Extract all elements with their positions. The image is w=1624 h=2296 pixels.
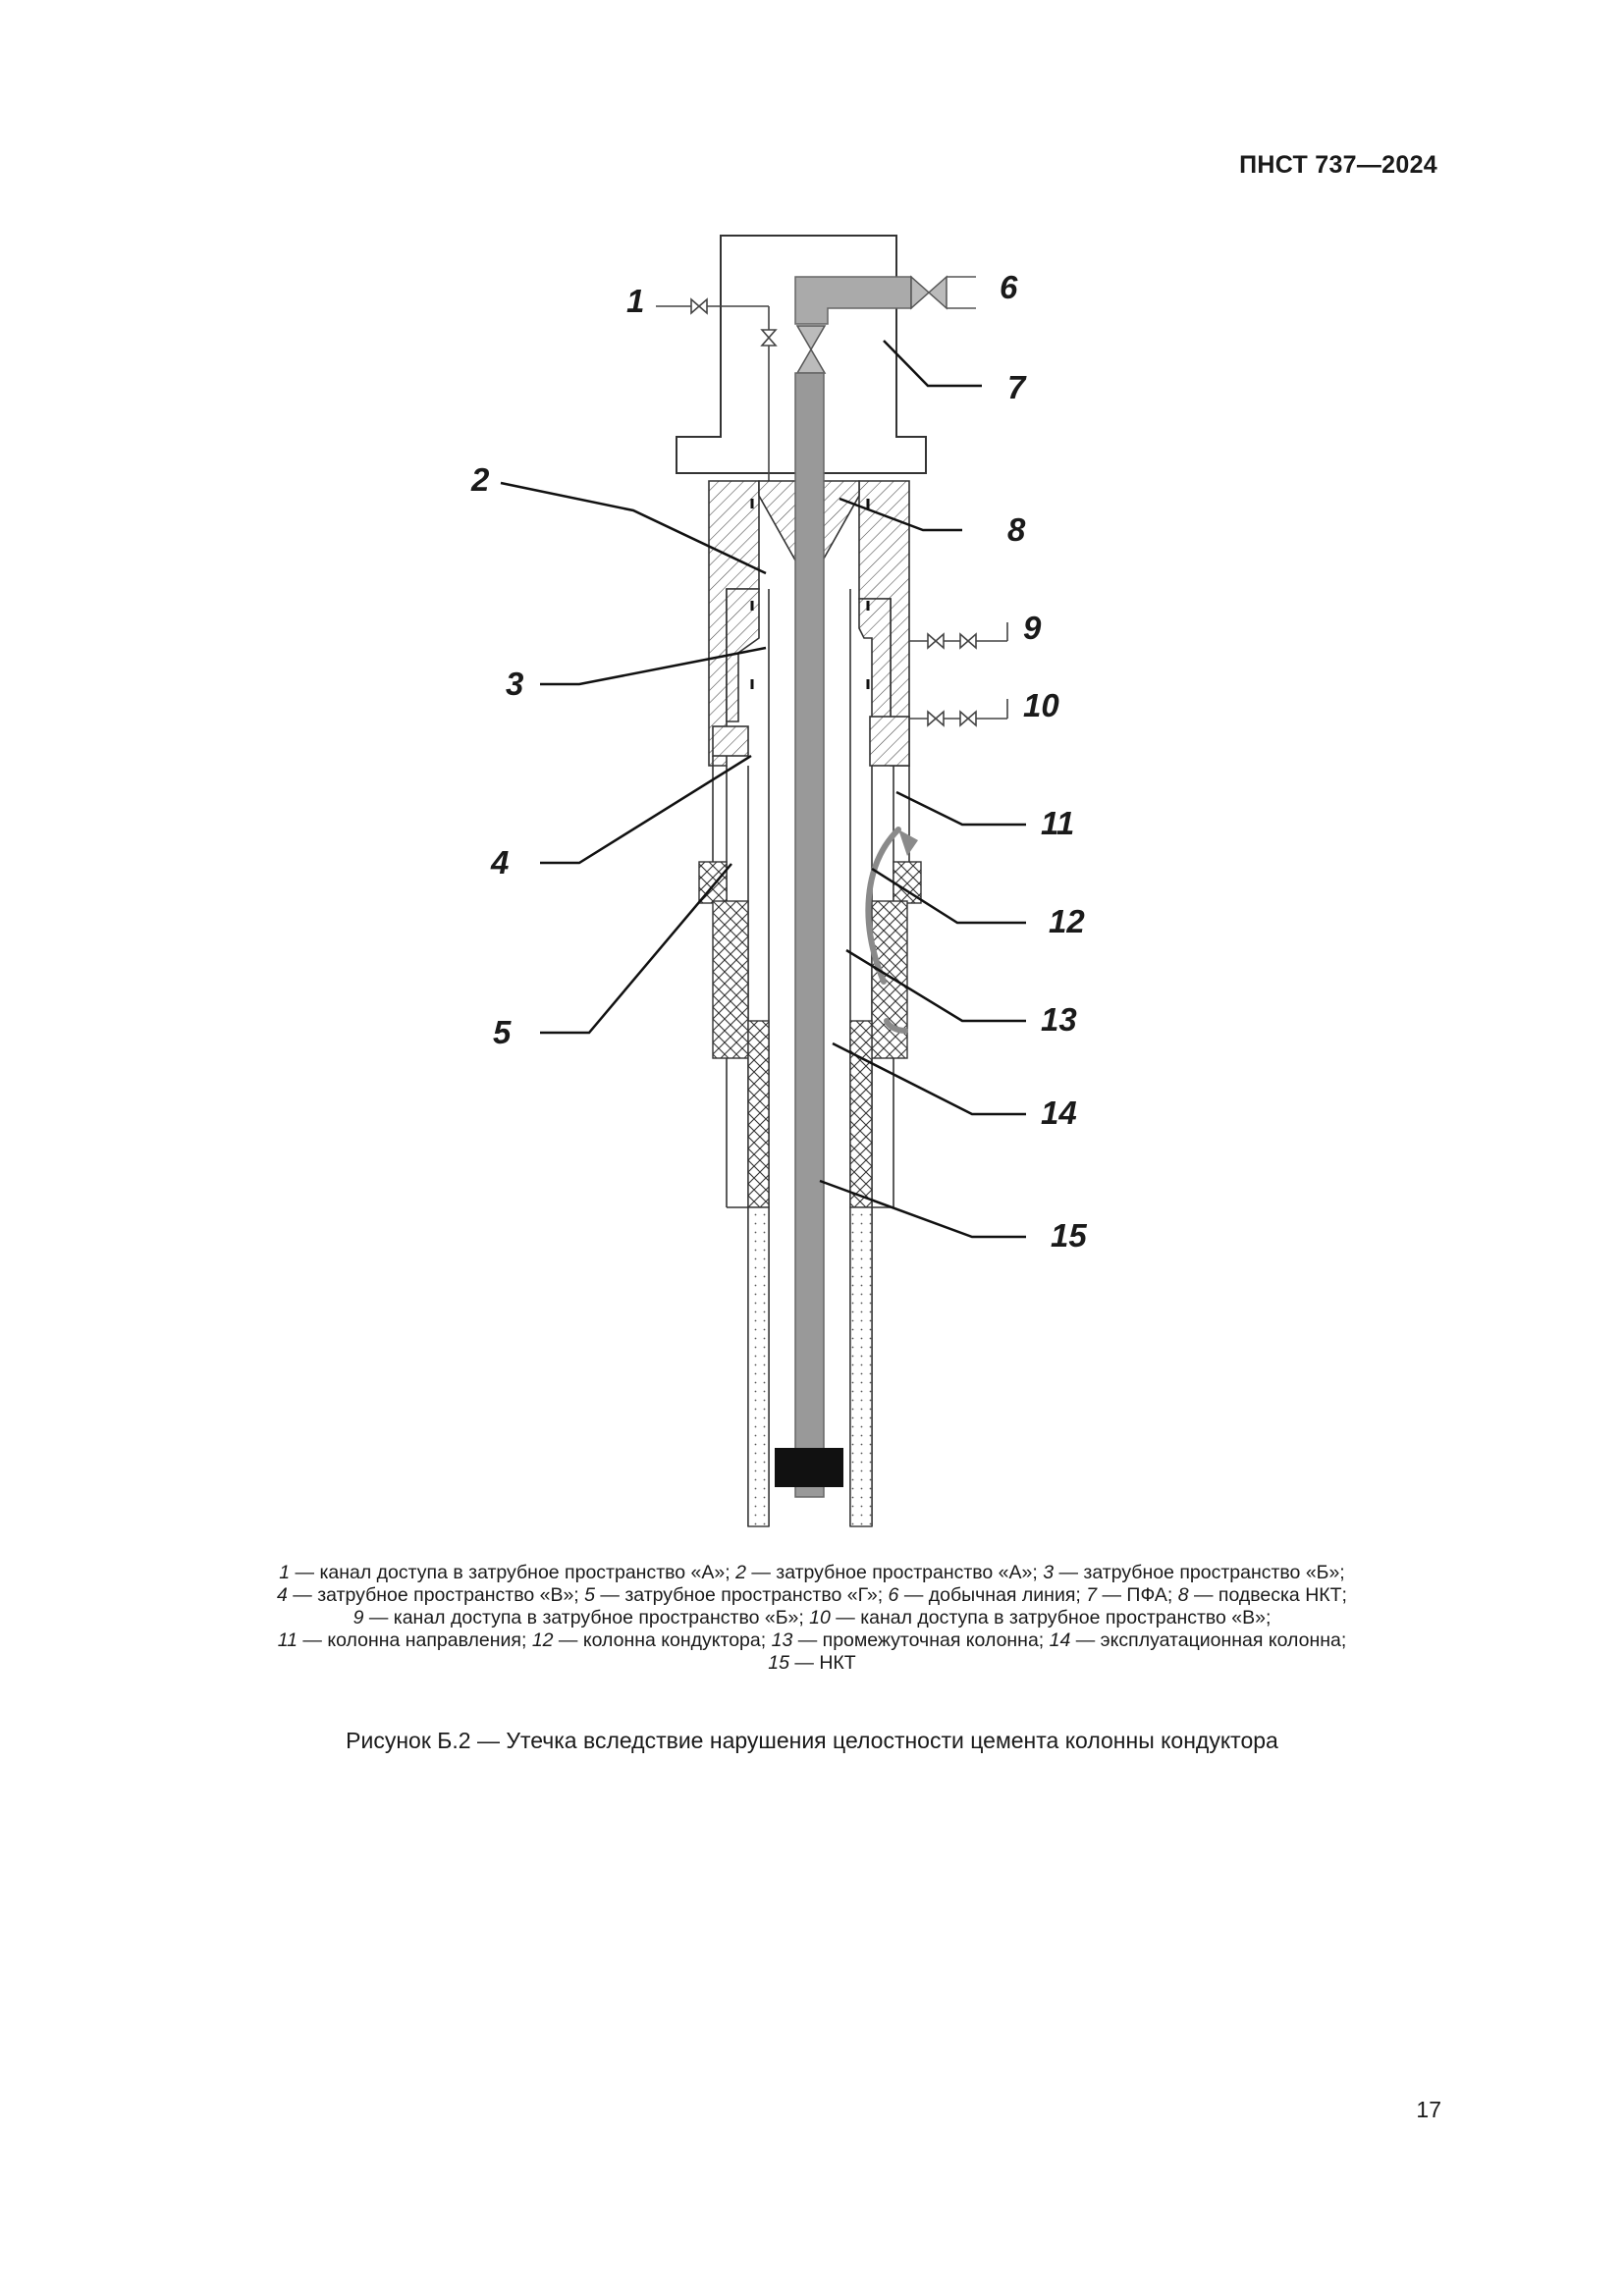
figure-legend: [147, 1562, 1477, 1675]
legend-line: [147, 1652, 1477, 1675]
page-number: 17: [1416, 2097, 1441, 2122]
callout-9: 9: [1023, 610, 1042, 646]
callout-6: 6: [1000, 269, 1018, 305]
document-code: ПНСТ 737—2024: [1239, 151, 1437, 179]
callout-10: 10: [1023, 687, 1059, 723]
legend-item-text: — колонна кондуктора;: [553, 1629, 772, 1651]
access-channel-a: [656, 299, 776, 481]
callout-1: 1: [626, 283, 645, 319]
callout-14: 14: [1041, 1095, 1077, 1131]
legend-item-text: — затрубное пространство «В»;: [287, 1584, 585, 1606]
callout-2: 2: [471, 461, 490, 498]
legend-item-number: 15: [768, 1652, 789, 1674]
legend-item-number: 1: [279, 1562, 291, 1583]
callout-8: 8: [1007, 511, 1026, 548]
callout-13: 13: [1041, 1001, 1077, 1038]
callout-labels: [470, 269, 1087, 1254]
figure-caption: Рисунок Б.2 — Утечка вследствие нарушения целостности цемента колонны кондуктора: [346, 1728, 1278, 1753]
production-line: [795, 277, 976, 373]
legend-line: [147, 1629, 1477, 1652]
legend-item-number: 2: [735, 1562, 746, 1583]
legend-item-text: — канал доступа в затрубное пространство «Б»;: [363, 1607, 810, 1629]
legend-item-text: — эксплуатационная колонна;: [1070, 1629, 1347, 1651]
legend-item-text: — затрубное пространство «А»;: [745, 1562, 1044, 1583]
legend-item-number: 7: [1086, 1584, 1098, 1606]
access-channel-c: [909, 699, 1007, 725]
callout-3: 3: [506, 666, 524, 702]
callout-7: 7: [1007, 369, 1026, 405]
legend-item-text: — канал доступа в затрубное пространство «В»;: [830, 1607, 1272, 1629]
legend-item-number: 10: [809, 1607, 831, 1629]
legend-item-text: — НКТ: [789, 1652, 856, 1674]
legend-item-text: — колонна направления;: [298, 1629, 532, 1651]
tubing: [795, 373, 824, 1497]
legend-line: [147, 1584, 1477, 1607]
legend-item-number: 5: [584, 1584, 596, 1606]
legend-item-text: — подвеска НКТ;: [1188, 1584, 1347, 1606]
legend-item-number: 12: [531, 1629, 554, 1651]
callout-12: 12: [1049, 903, 1085, 939]
legend-line: [147, 1562, 1477, 1584]
legend-item-number: 8: [1177, 1584, 1189, 1606]
legend-item-text: — добычная линия;: [898, 1584, 1087, 1606]
legend-item-text: — затрубное пространство «Г»;: [595, 1584, 889, 1606]
legend-item-number: 9: [352, 1607, 364, 1629]
callout-11: 11: [1041, 805, 1075, 841]
legend-item-text: — ПФА;: [1097, 1584, 1178, 1606]
callout-15: 15: [1051, 1217, 1087, 1254]
legend-item-number: 13: [771, 1629, 793, 1651]
access-channel-b: [909, 622, 1007, 648]
callout-5: 5: [493, 1014, 512, 1050]
legend-item-number: 14: [1049, 1629, 1071, 1651]
legend-item-number: 6: [888, 1584, 899, 1606]
callout-4: 4: [491, 844, 510, 881]
legend-item-number: 11: [277, 1629, 298, 1651]
legend-item-number: 4: [277, 1584, 288, 1606]
legend-item-number: 3: [1043, 1562, 1055, 1583]
legend-line: [147, 1607, 1477, 1629]
packer: [775, 1448, 843, 1487]
legend-item-text: — затрубное пространство «Б»;: [1054, 1562, 1345, 1583]
legend-item-text: — канал доступа в затрубное пространство «А»;: [290, 1562, 736, 1583]
legend-item-text: — промежуточная колонна;: [792, 1629, 1050, 1651]
